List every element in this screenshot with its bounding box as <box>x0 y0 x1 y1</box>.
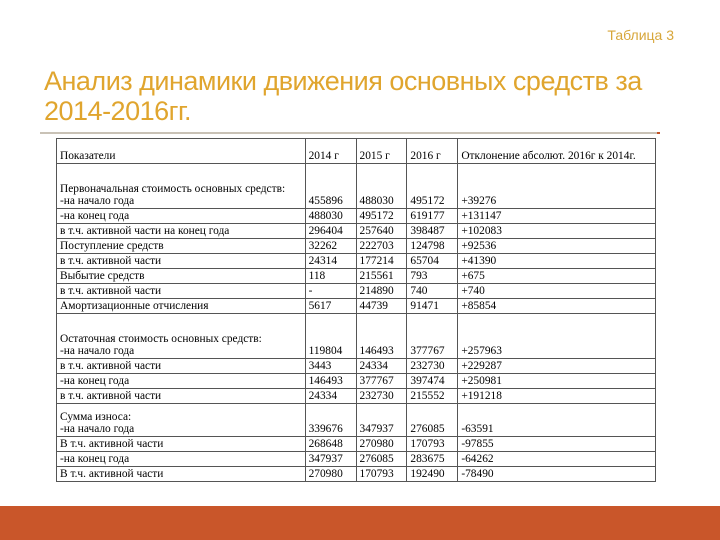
row-label: Сумма износа: -на начало года <box>57 404 306 437</box>
cell-2014: 24314 <box>305 254 356 269</box>
row-label: Амортизационные отчисления <box>57 299 306 314</box>
cell-2016: 377767 <box>407 314 458 359</box>
cell-2014: 455896 <box>305 164 356 209</box>
cell-2015: 146493 <box>356 314 407 359</box>
cell-2014: 270980 <box>305 467 356 482</box>
table-row <box>57 164 656 209</box>
cell-2015: 276085 <box>356 452 407 467</box>
header-cell-2014: 2014 г <box>305 139 356 164</box>
cell-deviation: +675 <box>458 269 656 284</box>
cell-2014: 146493 <box>305 374 356 389</box>
header-cell-indicator: Показатели <box>57 139 306 164</box>
cell-2014: 5617 <box>305 299 356 314</box>
row-label: Первоначальная стоимость основных средств: -на начало года <box>57 164 306 209</box>
cell-2015: 214890 <box>356 284 407 299</box>
table-row <box>57 359 656 374</box>
fixed-assets-table <box>56 138 656 482</box>
table-row <box>57 254 656 269</box>
table-row <box>57 299 656 314</box>
table-row <box>57 467 656 482</box>
cell-2015: 270980 <box>356 437 407 452</box>
cell-2016: 170793 <box>407 437 458 452</box>
cell-2015: 347937 <box>356 404 407 437</box>
slide-title: Анализ динамики движения основных средств за 2014-2016гг. <box>44 66 642 126</box>
table-row <box>57 374 656 389</box>
cell-deviation: -64262 <box>458 452 656 467</box>
row-label: в т.ч. активной части <box>57 359 306 374</box>
cell-deviation: +229287 <box>458 359 656 374</box>
cell-2015: 170793 <box>356 467 407 482</box>
table-row <box>57 389 656 404</box>
cell-2015: 488030 <box>356 164 407 209</box>
cell-deviation: +191218 <box>458 389 656 404</box>
cell-deviation: +41390 <box>458 254 656 269</box>
cell-2014: 347937 <box>305 452 356 467</box>
cell-2015: 377767 <box>356 374 407 389</box>
cell-2016: 215552 <box>407 389 458 404</box>
table-container <box>56 138 656 498</box>
cell-2016: 619177 <box>407 209 458 224</box>
cell-2014: 118 <box>305 269 356 284</box>
cell-2015: 177214 <box>356 254 407 269</box>
table-row <box>57 284 656 299</box>
cell-2016: 232730 <box>407 359 458 374</box>
table-caption: Таблица 3 <box>607 27 674 43</box>
row-label: -на конец года <box>57 452 306 467</box>
cell-2016: 65704 <box>407 254 458 269</box>
table-row <box>57 404 656 437</box>
cell-2015: 44739 <box>356 299 407 314</box>
cell-2016: 124798 <box>407 239 458 254</box>
cell-deviation: -78490 <box>458 467 656 482</box>
cell-2014: 119804 <box>305 314 356 359</box>
cell-deviation: +39276 <box>458 164 656 209</box>
cell-deviation: +740 <box>458 284 656 299</box>
row-label: Выбытие средств <box>57 269 306 284</box>
row-label: в т.ч. активной части на конец года <box>57 224 306 239</box>
cell-2016: 192490 <box>407 467 458 482</box>
cell-2014: 24334 <box>305 389 356 404</box>
header-cell-deviation: Отклонение абсолют. 2016г к 2014г. <box>458 139 656 164</box>
header-cell-2016: 2016 г <box>407 139 458 164</box>
cell-deviation: +85854 <box>458 299 656 314</box>
cell-2016: 91471 <box>407 299 458 314</box>
cell-2016: 740 <box>407 284 458 299</box>
cell-2015: 257640 <box>356 224 407 239</box>
underline-accent-tick <box>657 132 660 134</box>
cell-deviation: +92536 <box>458 239 656 254</box>
header-cell-2015: 2015 г <box>356 139 407 164</box>
cell-deviation: -63591 <box>458 404 656 437</box>
cell-2015: 215561 <box>356 269 407 284</box>
table-row <box>57 314 656 359</box>
table-header-row <box>57 139 656 164</box>
title-underline <box>40 132 660 134</box>
cell-2016: 495172 <box>407 164 458 209</box>
cell-2016: 276085 <box>407 404 458 437</box>
cell-2015: 222703 <box>356 239 407 254</box>
table-row <box>57 239 656 254</box>
row-label: В т.ч. активной части <box>57 437 306 452</box>
cell-deviation: -97855 <box>458 437 656 452</box>
table-row <box>57 437 656 452</box>
cell-deviation: +102083 <box>458 224 656 239</box>
cell-2016: 283675 <box>407 452 458 467</box>
cell-2016: 398487 <box>407 224 458 239</box>
cell-deviation: +131147 <box>458 209 656 224</box>
cell-2016: 397474 <box>407 374 458 389</box>
table-row <box>57 209 656 224</box>
row-label: -на конец года <box>57 209 306 224</box>
footer-bar <box>0 506 720 540</box>
cell-2014: 32262 <box>305 239 356 254</box>
cell-2014: 488030 <box>305 209 356 224</box>
cell-2015: 495172 <box>356 209 407 224</box>
table-row <box>57 452 656 467</box>
table-row <box>57 224 656 239</box>
cell-2014: - <box>305 284 356 299</box>
cell-deviation: +257963 <box>458 314 656 359</box>
cell-2014: 339676 <box>305 404 356 437</box>
table-row <box>57 269 656 284</box>
row-label: -на конец года <box>57 374 306 389</box>
row-label: Поступление средств <box>57 239 306 254</box>
row-label: в т.ч. активной части <box>57 254 306 269</box>
cell-2015: 24334 <box>356 359 407 374</box>
cell-deviation: +250981 <box>458 374 656 389</box>
row-label: Остаточная стоимость основных средств: -на начало года <box>57 314 306 359</box>
row-label: в т.ч. активной части <box>57 389 306 404</box>
cell-2014: 296404 <box>305 224 356 239</box>
row-label: В т.ч. активной части <box>57 467 306 482</box>
cell-2015: 232730 <box>356 389 407 404</box>
cell-2014: 3443 <box>305 359 356 374</box>
row-label: в т.ч. активной части <box>57 284 306 299</box>
cell-2016: 793 <box>407 269 458 284</box>
cell-2014: 268648 <box>305 437 356 452</box>
